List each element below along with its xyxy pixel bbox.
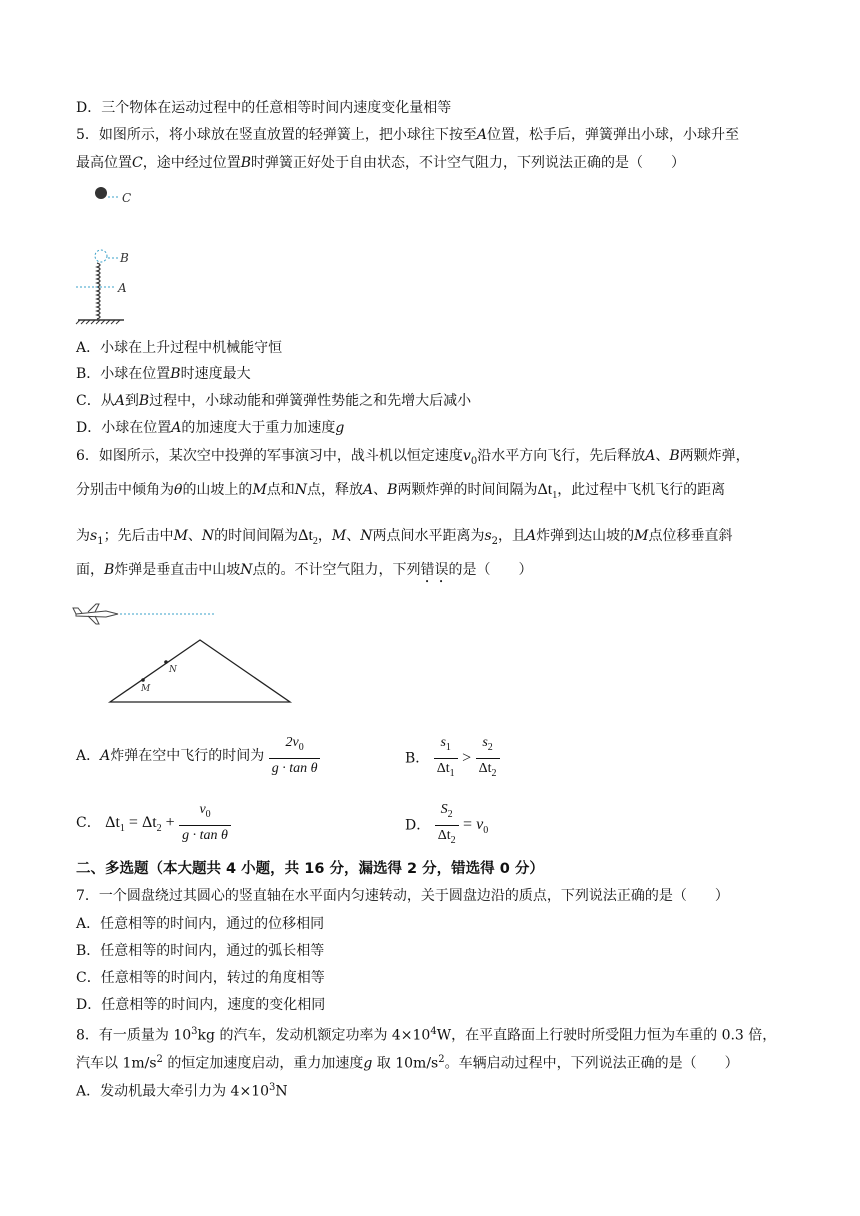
spring-coil: [97, 263, 100, 319]
label-m: M: [141, 684, 151, 694]
q7-option-d: D．任意相等的时间内，速度的变化相同: [76, 997, 326, 1013]
q5-stem-line1: 5．如图所示，将小球放在竖直放置的轻弹簧上，把小球往下按至A位置，松手后，弹簧弹出小球，小球升至: [76, 127, 740, 143]
option-a-fraction: $\frac{2v_0}{\text{g · tan θ}}$: [269, 733, 321, 779]
q8-stem-line2: 汽车以 $1m/s^2$ 的恒定加速度启动，重力加速度g 取 $10m/s^2$。车辆启动过程中，下列说法正确的是（ ）: [76, 1054, 739, 1072]
ball-at-c: [95, 187, 107, 199]
q6-option-a: A．A炸弹在空中飞行的时间为 $\frac{2v_0}{\text{g · tan θ}}$: [76, 733, 320, 779]
q7-option-a: A．任意相等的时间内，通过的位移相同: [76, 916, 325, 932]
q7-stem: 7．一个圆盘绕过其圆心的竖直轴在水平面内匀速转动，关于圆盘边沿的质点，下列说法正确的是（ ）: [76, 888, 729, 904]
q5-stem-line2: 最高位置C，途中经过位置B时弹簧正好处于自由状态，不计空气阻力，下列说法正确的是（ ）: [76, 155, 686, 171]
q8-stem-line1: 8．有一质量为 $10^3kg$ 的汽车，发动机额定功率为 $4\times 10^4W$，在平直路面上行驶时所受阻力恒为车重的 0.3 倍，: [76, 1026, 777, 1044]
bombing-figure: [70, 598, 300, 710]
label-n: N: [169, 665, 177, 675]
q6-stem-line1: 6．如图所示，某次空中投弹的军事演习中，战斗机以恒定速度$v_0$沿水平方向飞行，先后释放A、B两颗炸弹，: [76, 448, 750, 467]
option-b-fraction-left: $\frac{s_1}{\Delta t_1}$: [434, 733, 458, 784]
ball-at-b: [95, 250, 107, 262]
q6-stem-line4: 面，B炸弹是垂直击中山坡N点的。不计空气阻力，下列错误的是（ ）: [76, 562, 533, 578]
label-a: A: [118, 281, 127, 295]
q4-option-d: D．三个物体在运动过程中的任意相等时间内速度变化量相等: [76, 100, 452, 116]
q6-option-d: D． $\frac{S_2}{\Delta t_2}$ = $v_0$: [405, 800, 488, 854]
q6-option-b: B． $\frac{s_1}{\Delta t_1}$ > $\frac{s_2}{\Delta t_2}$: [405, 733, 500, 784]
q7-option-b: B．任意相等的时间内，通过的弧长相等: [76, 943, 325, 959]
point-m: [141, 678, 145, 682]
q5-option-d: D．小球在位置A的加速度大于重力加速度g: [76, 420, 345, 436]
section-2-heading: 二、多选题（本大题共 4 小题，共 16 分，漏选得 2 分，错选得 0 分）: [76, 861, 544, 877]
point-n: [164, 660, 168, 664]
q5-option-c: C．从A到B过程中，小球动能和弹簧弹性势能之和先增大后减小: [76, 393, 472, 409]
hill-triangle: [110, 640, 290, 702]
q5-option-a: A．小球在上升过程中机械能守恒: [76, 340, 283, 356]
q7-option-c: C．任意相等的时间内，转过的角度相等: [76, 970, 325, 986]
option-c-fraction: $\frac{v_0}{\text{g · tan θ}}$: [179, 800, 231, 846]
label-c: C: [122, 191, 132, 205]
q6-stem-line2: 分别击中倾角为θ的山坡上的M点和N点，释放A、B两颗炸弹的时间间隔为$\Delta t_1$，此过程中飞机飞行的距离: [76, 481, 726, 502]
q8-option-a: A．发动机最大牵引力为 $4\times 10^3N$: [76, 1082, 288, 1100]
emphasis-wrong: 错误: [420, 562, 449, 578]
q6-option-c: C． $\Delta t_1 = \Delta t_2$ + $\frac{v_0}{\text{g · tan θ}}$: [76, 800, 231, 852]
option-d-fraction: $\frac{S_2}{\Delta t_2}$: [435, 800, 459, 851]
option-b-fraction-right: $\frac{s_2}{\Delta t_2}$: [476, 733, 500, 784]
spring-figure: [70, 180, 150, 325]
q6-stem-line3: 为$s_1$；先后击中M、N的时间间隔为$\Delta t_2$，M、N两点间水平距离为$s_2$，且A炸弹到达山坡的M点位移垂直斜: [76, 527, 733, 548]
label-b: B: [120, 251, 129, 265]
fighter-jet-icon: [73, 604, 118, 624]
q5-option-b: B．小球在位置B时速度最大: [76, 366, 251, 382]
